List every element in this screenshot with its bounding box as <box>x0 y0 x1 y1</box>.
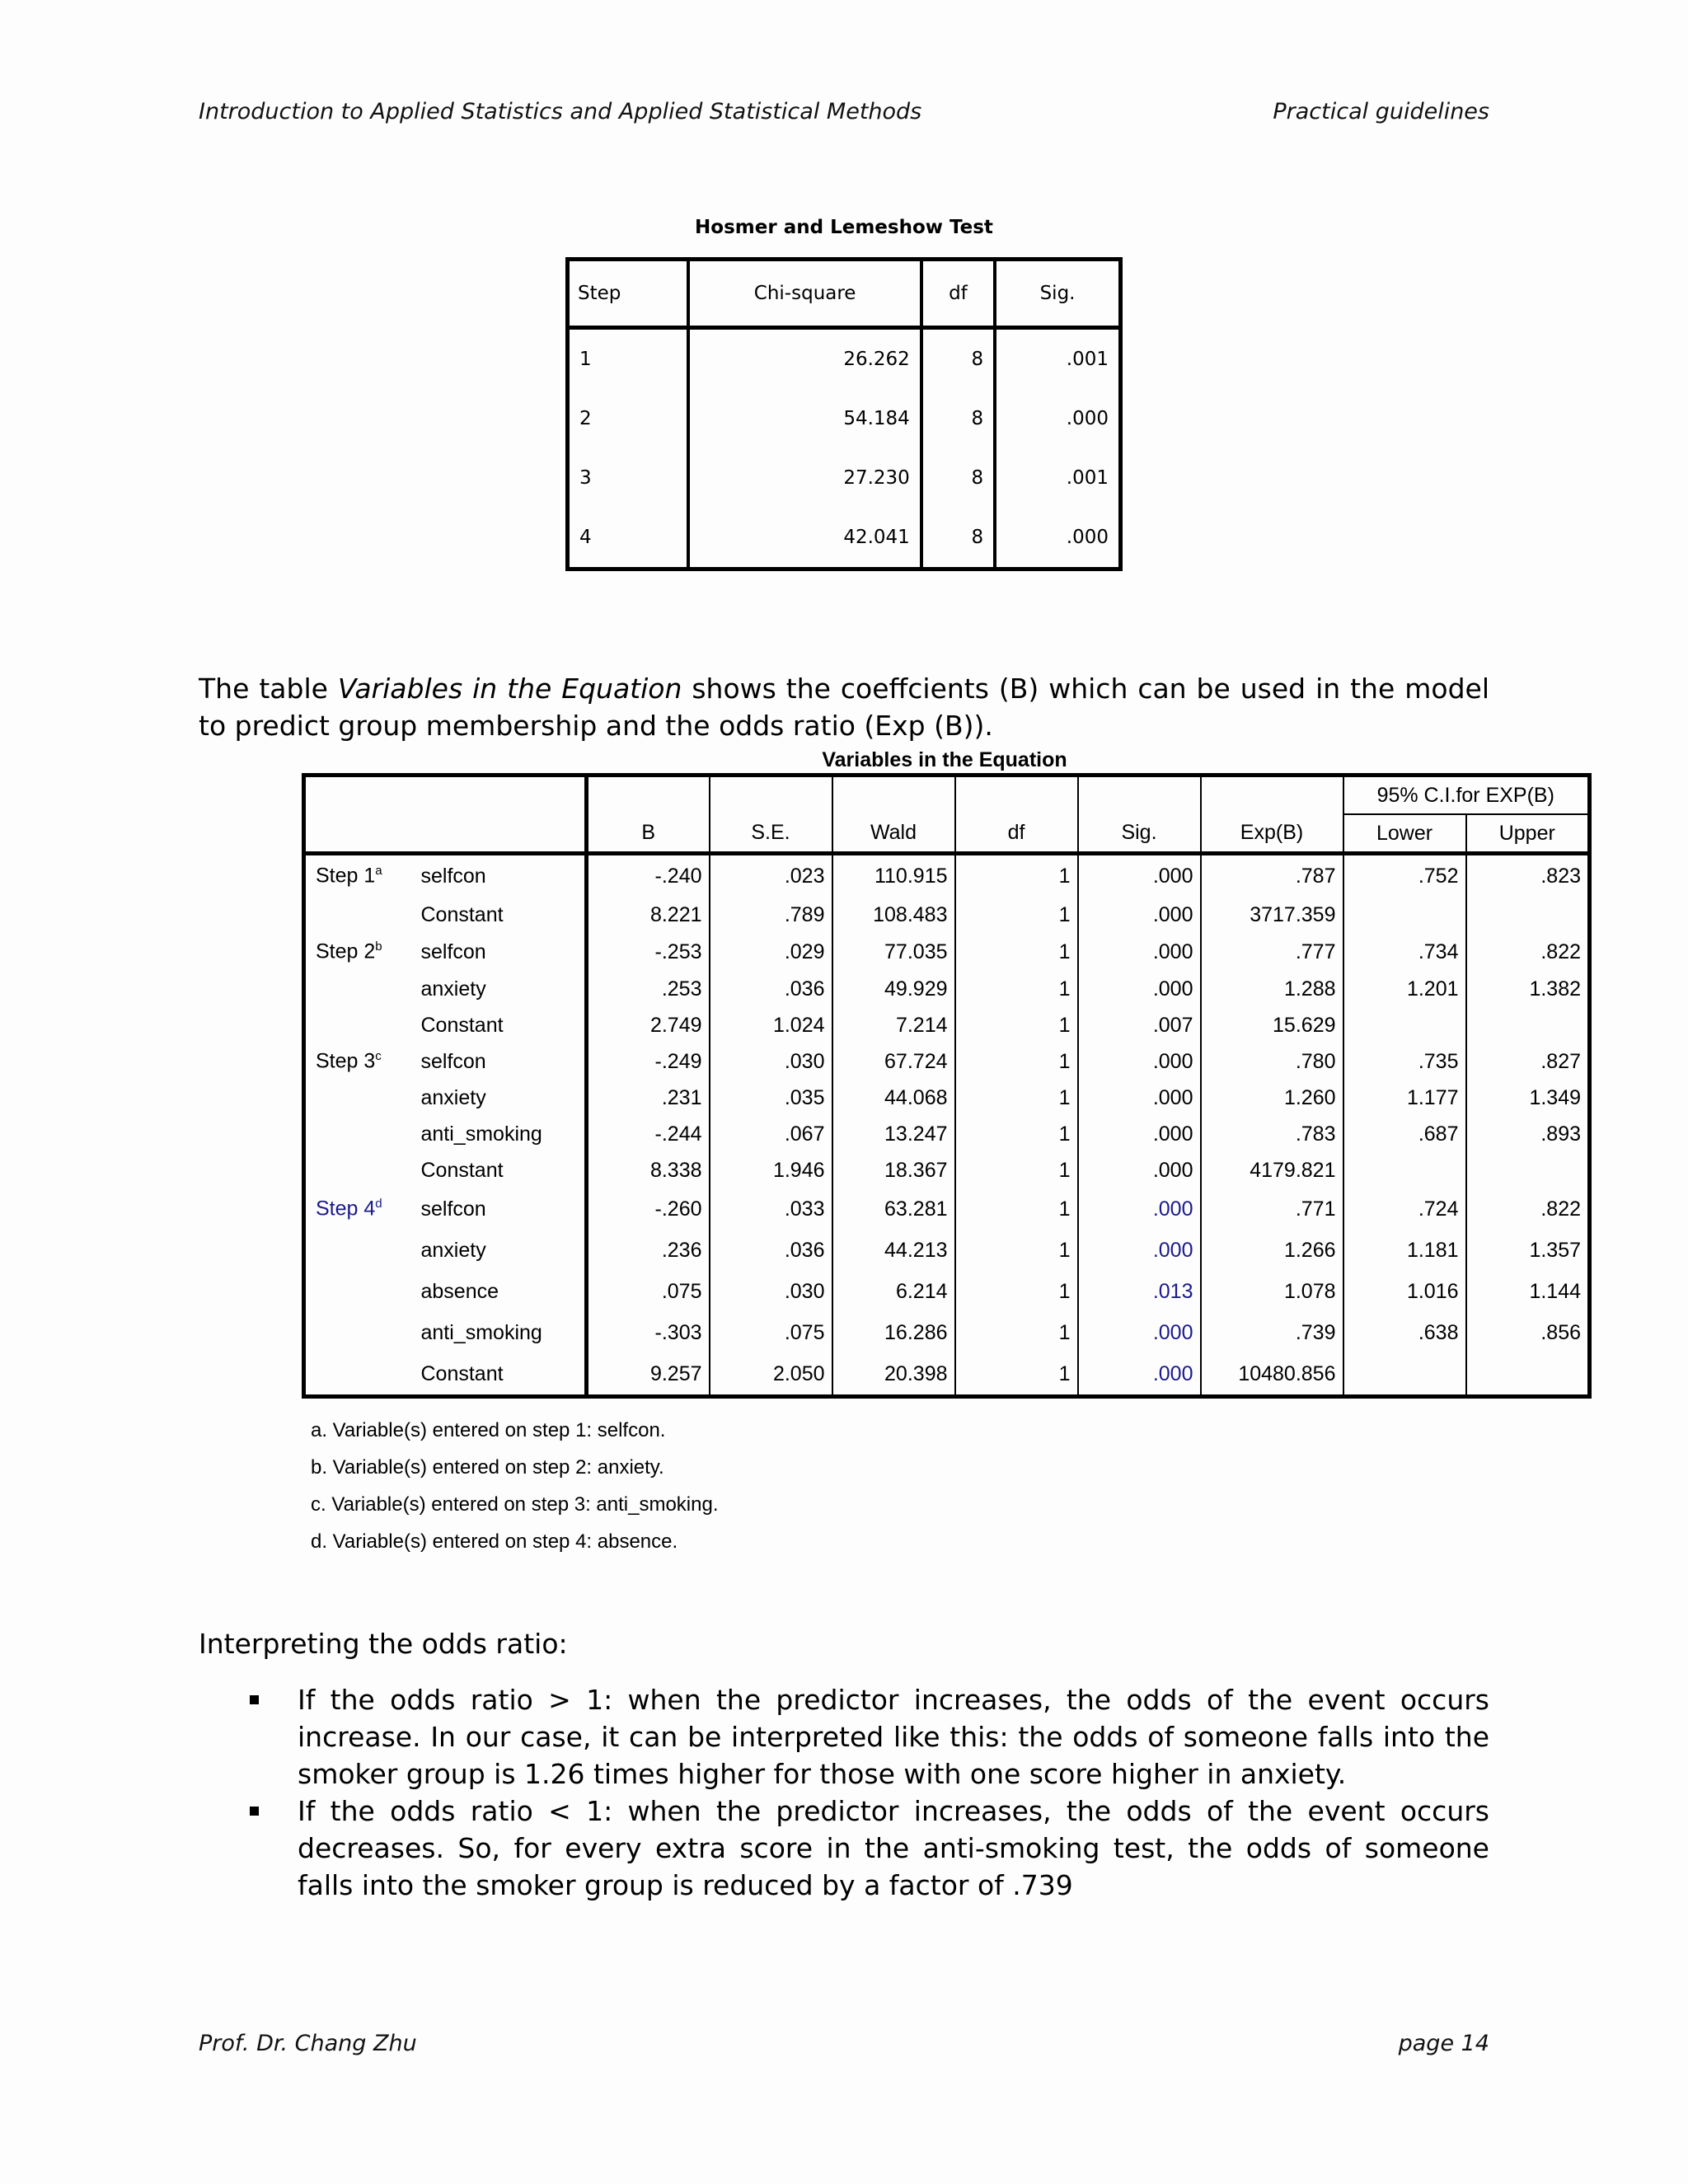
variable-name: Constant <box>420 1158 504 1182</box>
cell: .735 <box>1343 1043 1466 1080</box>
section-heading: Interpreting the odds ratio: <box>199 1628 568 1660</box>
hosmer-table-title: Hosmer and Lemeshow Test <box>695 217 993 238</box>
table-row <box>304 1152 1590 1188</box>
cell: .236 <box>587 1230 710 1271</box>
cell: 63.281 <box>832 1188 955 1230</box>
cell: 1.349 <box>1466 1080 1590 1116</box>
table-row <box>304 971 1590 1007</box>
step-footnote-marker: b <box>375 940 382 954</box>
variables-in-equation-table <box>302 773 1592 1399</box>
cell: 1 <box>955 1312 1078 1353</box>
cell: -.260 <box>587 1188 710 1230</box>
header-title: Introduction to Applied Statistics and Applied Statistical Methods <box>199 99 922 124</box>
cell <box>304 971 411 1007</box>
cell: 8 <box>921 389 995 448</box>
cell: 8 <box>921 328 995 390</box>
variable-name: anti_smoking <box>420 1320 542 1344</box>
cell: .638 <box>1343 1312 1466 1353</box>
cell: .030 <box>710 1271 832 1312</box>
cell: .000 <box>995 508 1120 569</box>
variable-name: selfcon <box>420 1049 486 1073</box>
cell <box>304 1007 411 1043</box>
page-header <box>199 99 1489 124</box>
paragraph-text: shows the coeffcients (B) which can be used in the model to predict group membership and the odds ratio (Exp (B)). <box>199 673 1489 742</box>
cell: .000 <box>1078 1116 1201 1152</box>
cell: -.303 <box>587 1312 710 1353</box>
footnote: a. Variable(s) entered on step 1: selfcon. <box>311 1419 666 1441</box>
cell: -.249 <box>587 1043 710 1080</box>
cell: 1.181 <box>1343 1230 1466 1271</box>
cell: 4 <box>579 527 592 548</box>
cell: 1 <box>955 971 1078 1007</box>
header-section: Practical guidelines <box>1273 99 1489 124</box>
variable-name: anxiety <box>420 1238 486 1262</box>
cell <box>304 1080 411 1116</box>
variables-table-title: Variables in the Equation <box>822 748 1067 771</box>
cell: 44.213 <box>832 1230 955 1271</box>
cell: 54.184 <box>688 389 921 448</box>
table-footnotes <box>311 1412 718 1560</box>
list-item: If the odds ratio > 1: when the predictor increases, the odds of the event occurs increase. In our case, it can be interpreted like this: the odds of someone falls into the smoker group is 1.26 times higher for those with one score higher in anxiety. <box>199 1681 1489 1793</box>
cell: 8 <box>921 508 995 569</box>
cell: 1 <box>955 1188 1078 1230</box>
cell <box>304 1271 411 1312</box>
table-row <box>304 1188 1590 1230</box>
cell: .780 <box>1201 1043 1343 1080</box>
cell: .787 <box>1201 854 1343 898</box>
cell: 1 <box>955 933 1078 971</box>
cell: 1 <box>955 1080 1078 1116</box>
cell: 1.078 <box>1201 1271 1343 1312</box>
cell: .075 <box>587 1271 710 1312</box>
ci-header: 95% C.I.for EXP(B) <box>1343 776 1590 815</box>
cell: 8.338 <box>587 1152 710 1188</box>
cell: .724 <box>1343 1188 1466 1230</box>
cell: .000 <box>1078 1043 1201 1080</box>
variable-name: selfcon <box>420 940 486 963</box>
cell: .823 <box>1466 854 1590 898</box>
cell: 20.398 <box>832 1353 955 1397</box>
cell: .013 <box>1078 1271 1201 1312</box>
cell: .771 <box>1201 1188 1343 1230</box>
table-row <box>568 508 1121 569</box>
cell: 1.288 <box>1201 971 1343 1007</box>
cell: .030 <box>710 1043 832 1080</box>
variables-table-body <box>304 854 1590 1397</box>
cell: 2.050 <box>710 1353 832 1397</box>
cell: 3717.359 <box>1201 897 1343 933</box>
cell: .000 <box>1078 933 1201 971</box>
step-footnote-marker: d <box>375 1197 382 1212</box>
cell: .789 <box>710 897 832 933</box>
variable-name: selfcon <box>420 1197 486 1221</box>
cell: 16.286 <box>832 1312 955 1353</box>
cell <box>1343 897 1466 933</box>
cell: .007 <box>1078 1007 1201 1043</box>
col-lower: Lower <box>1343 814 1466 854</box>
cell: 27.230 <box>688 448 921 508</box>
cell: .739 <box>1201 1312 1343 1353</box>
cell: 1 <box>955 1271 1078 1312</box>
cell <box>1343 1152 1466 1188</box>
cell: 2 <box>579 408 592 429</box>
variable-name: anti_smoking <box>420 1122 542 1146</box>
table-row <box>304 1043 1590 1080</box>
col-sig: Sig. <box>995 260 1120 328</box>
step-footnote-marker: a <box>375 864 382 879</box>
table-row <box>304 1116 1590 1152</box>
col-df: df <box>921 260 995 328</box>
cell: 1 <box>955 1043 1078 1080</box>
cell: .000 <box>1078 1188 1201 1230</box>
cell: 15.629 <box>1201 1007 1343 1043</box>
cell: 1.357 <box>1466 1230 1590 1271</box>
cell: .035 <box>710 1080 832 1116</box>
footnote: b. Variable(s) entered on step 2: anxiety. <box>311 1456 664 1479</box>
cell: 3 <box>579 467 592 489</box>
cell: -.253 <box>587 933 710 971</box>
paragraph-text: The table <box>199 673 338 705</box>
cell: .783 <box>1201 1116 1343 1152</box>
cell <box>304 1353 411 1397</box>
cell <box>304 1152 411 1188</box>
cell: 1.946 <box>710 1152 832 1188</box>
table-row <box>304 897 1590 933</box>
step-footnote-marker: c <box>375 1049 382 1064</box>
step-label <box>304 1043 411 1080</box>
cell <box>1466 1007 1590 1043</box>
step-label <box>304 933 411 971</box>
col-step: Step <box>568 260 689 328</box>
variable-name: Constant <box>420 902 504 926</box>
cell <box>304 897 411 933</box>
table-row <box>304 1230 1590 1271</box>
cell: .033 <box>710 1188 832 1230</box>
cell: 1.177 <box>1343 1080 1466 1116</box>
cell: .253 <box>587 971 710 1007</box>
col-wald: Wald <box>832 814 955 854</box>
cell: 49.929 <box>832 971 955 1007</box>
variable-name: absence <box>420 1279 499 1303</box>
table-header-row <box>304 814 1590 854</box>
cell: .777 <box>1201 933 1343 971</box>
cell: .000 <box>1078 1312 1201 1353</box>
cell: 1.201 <box>1343 971 1466 1007</box>
list-item: If the odds ratio < 1: when the predictor increases, the odds of the event occurs decreases. So, for every extra score in the anti-smoking test, the odds of someone falls into the smoker group is reduced by a factor of .739 <box>199 1793 1489 1904</box>
cell: -.240 <box>587 854 710 898</box>
table-row <box>304 1007 1590 1043</box>
table-header-row <box>568 260 1121 328</box>
col-df: df <box>955 814 1078 854</box>
cell: .000 <box>1078 854 1201 898</box>
cell <box>304 1116 411 1152</box>
table-row <box>568 389 1121 448</box>
cell: 1.024 <box>710 1007 832 1043</box>
cell: .023 <box>710 854 832 898</box>
cell: .231 <box>587 1080 710 1116</box>
cell: 1 <box>955 1007 1078 1043</box>
cell: .822 <box>1466 1188 1590 1230</box>
cell: 26.262 <box>688 328 921 390</box>
cell: .029 <box>710 933 832 971</box>
cell: .827 <box>1466 1043 1590 1080</box>
cell: 1.016 <box>1343 1271 1466 1312</box>
cell <box>1343 1007 1466 1043</box>
cell: 1.144 <box>1466 1271 1590 1312</box>
hosmer-lemeshow-table <box>565 257 1123 571</box>
table-row <box>304 1271 1590 1312</box>
cell: .001 <box>995 448 1120 508</box>
cell <box>1466 897 1590 933</box>
cell: 110.915 <box>832 854 955 898</box>
cell: .000 <box>1078 971 1201 1007</box>
cell: 1 <box>955 854 1078 898</box>
col-se: S.E. <box>710 814 832 854</box>
cell: .001 <box>995 328 1120 390</box>
cell: -.244 <box>587 1116 710 1152</box>
step-name: Step 2 <box>316 940 376 963</box>
cell: .000 <box>1078 1353 1201 1397</box>
table-row <box>304 854 1590 898</box>
col-b: B <box>587 814 710 854</box>
cell <box>304 1312 411 1353</box>
table-row <box>304 1080 1590 1116</box>
table-row <box>304 1312 1590 1353</box>
cell: 4179.821 <box>1201 1152 1343 1188</box>
table-header-row <box>304 776 1590 815</box>
cell: 77.035 <box>832 933 955 971</box>
cell: .067 <box>710 1116 832 1152</box>
cell: .893 <box>1466 1116 1590 1152</box>
paragraph-table-name: Variables in the Equation <box>337 673 682 705</box>
cell <box>1466 1353 1590 1397</box>
cell: .000 <box>1078 897 1201 933</box>
cell: 1 <box>955 1353 1078 1397</box>
cell: 6.214 <box>832 1271 955 1312</box>
footer-author: Prof. Dr. Chang Zhu <box>199 2031 417 2056</box>
cell: 2.749 <box>587 1007 710 1043</box>
cell: 44.068 <box>832 1080 955 1116</box>
cell: 1 <box>955 1116 1078 1152</box>
cell: 1 <box>955 1152 1078 1188</box>
cell <box>1343 1353 1466 1397</box>
step-name: Step 3 <box>316 1049 376 1073</box>
col-upper: Upper <box>1466 814 1590 854</box>
col-expb: Exp(B) <box>1201 814 1343 854</box>
cell: .036 <box>710 971 832 1007</box>
variable-name: anxiety <box>420 977 486 1001</box>
step-name: Step 4 <box>316 1197 376 1221</box>
variable-name: selfcon <box>420 864 486 888</box>
step-name: Step 1 <box>316 864 376 888</box>
cell: 1.266 <box>1201 1230 1343 1271</box>
footnote: c. Variable(s) entered on step 3: anti_smoking. <box>311 1493 719 1516</box>
table-row <box>568 328 1121 390</box>
cell: 8.221 <box>587 897 710 933</box>
cell: .856 <box>1466 1312 1590 1353</box>
variable-name: anxiety <box>420 1085 486 1109</box>
cell: 9.257 <box>587 1353 710 1397</box>
cell: 1.382 <box>1466 971 1590 1007</box>
bullet-list <box>199 1681 1489 1904</box>
variable-name: Constant <box>420 1013 504 1037</box>
variable-name: Constant <box>420 1361 504 1385</box>
cell: .000 <box>995 389 1120 448</box>
cell: 108.483 <box>832 897 955 933</box>
page-footer <box>199 2031 1489 2056</box>
cell: 18.367 <box>832 1152 955 1188</box>
table-row <box>304 1353 1590 1397</box>
cell: .687 <box>1343 1116 1466 1152</box>
cell: .036 <box>710 1230 832 1271</box>
cell: .000 <box>1078 1152 1201 1188</box>
cell: 13.247 <box>832 1116 955 1152</box>
cell: 67.724 <box>832 1043 955 1080</box>
body-paragraph <box>199 670 1489 744</box>
cell: .752 <box>1343 854 1466 898</box>
cell: .734 <box>1343 933 1466 971</box>
cell: .075 <box>710 1312 832 1353</box>
col-chi-square: Chi-square <box>688 260 921 328</box>
cell: 1 <box>955 897 1078 933</box>
step-label <box>304 1188 411 1230</box>
footnote: d. Variable(s) entered on step 4: absence. <box>311 1530 678 1553</box>
cell <box>1466 1152 1590 1188</box>
cell: 10480.856 <box>1201 1353 1343 1397</box>
cell <box>304 1230 411 1271</box>
col-sig: Sig. <box>1078 814 1201 854</box>
cell: .822 <box>1466 933 1590 971</box>
table-row <box>568 448 1121 508</box>
page-number: page 14 <box>1398 2031 1489 2056</box>
cell: .000 <box>1078 1080 1201 1116</box>
cell: 1 <box>579 349 592 370</box>
cell: .000 <box>1078 1230 1201 1271</box>
cell: 1.260 <box>1201 1080 1343 1116</box>
step-label <box>304 854 411 898</box>
cell: 1 <box>955 1230 1078 1271</box>
cell: 7.214 <box>832 1007 955 1043</box>
table-row <box>304 933 1590 971</box>
cell: 42.041 <box>688 508 921 569</box>
cell: 8 <box>921 448 995 508</box>
